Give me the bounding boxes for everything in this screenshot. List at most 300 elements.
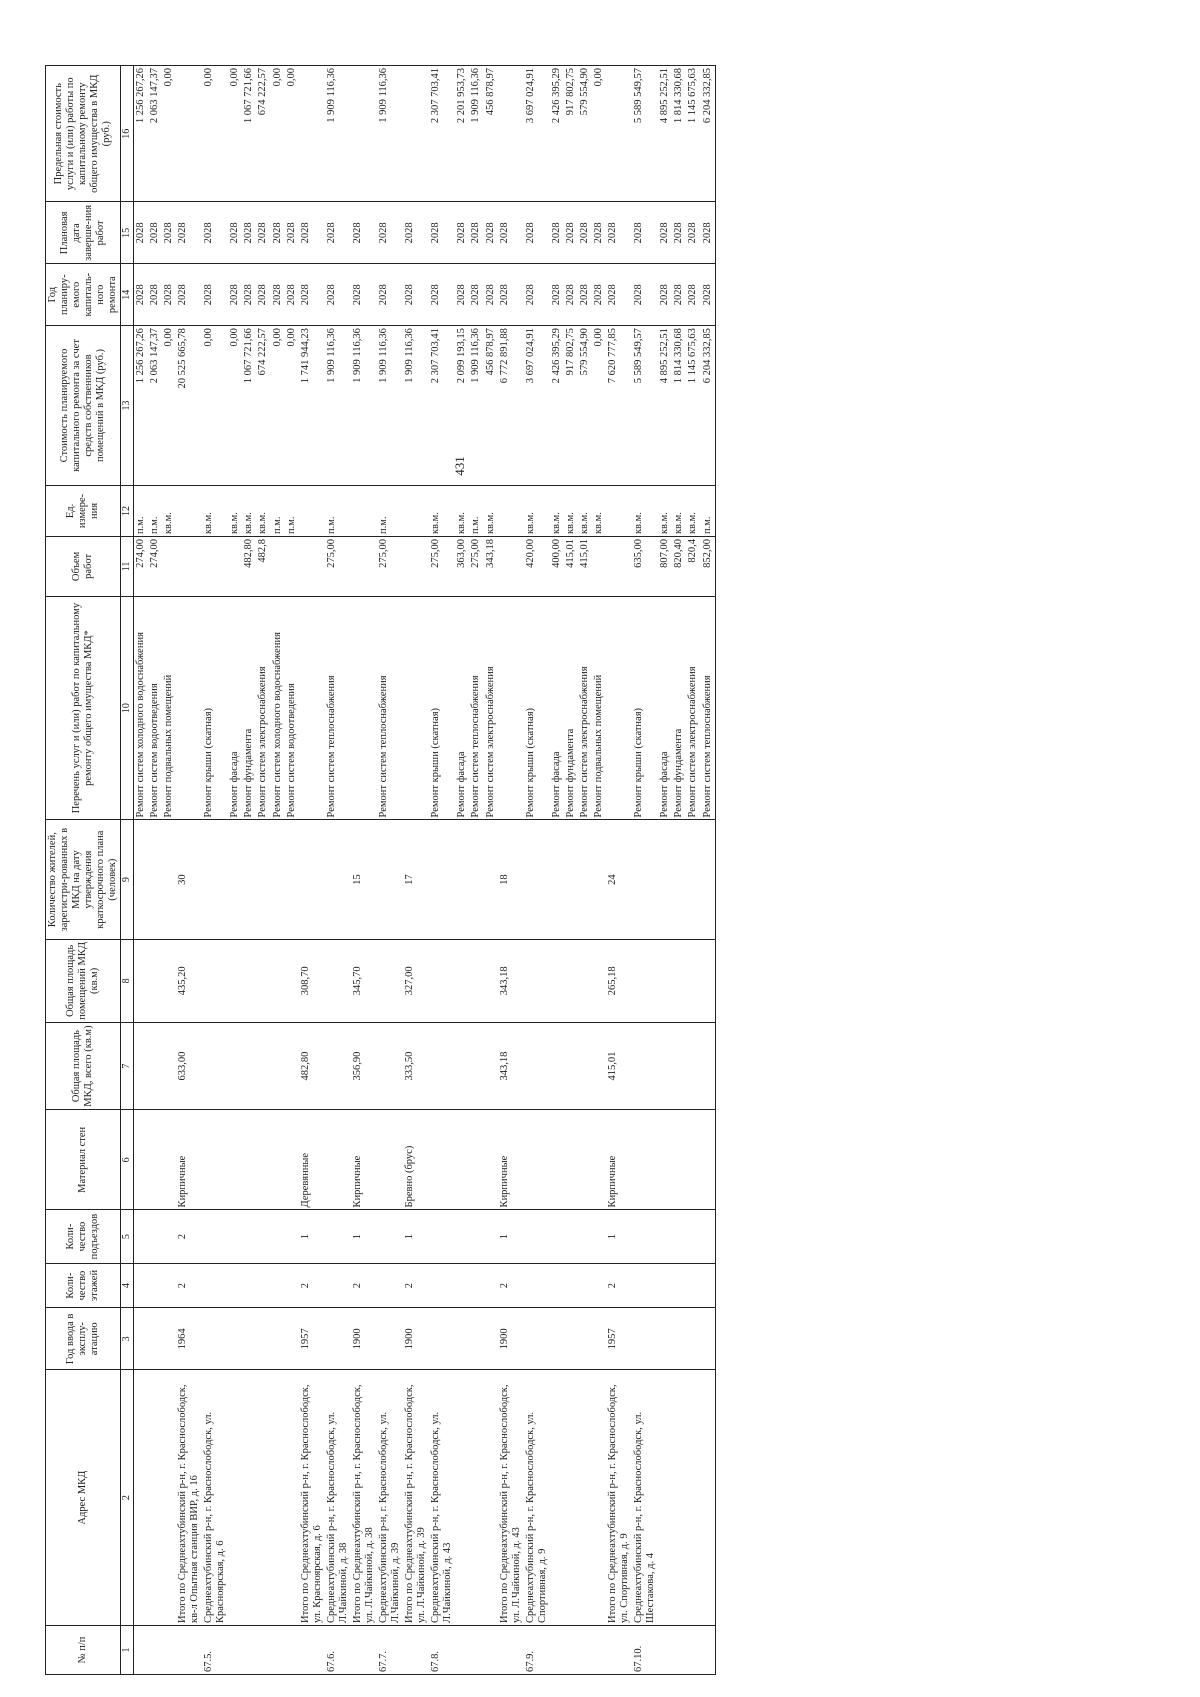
table-cell xyxy=(658,1308,672,1370)
table-cell xyxy=(271,1308,285,1370)
table-cell: 2028 xyxy=(455,202,469,264)
table-cell xyxy=(550,1625,564,1674)
table-cell: 333,50 xyxy=(403,1022,429,1109)
table-row xyxy=(429,66,455,1675)
column-number: 6 xyxy=(121,1110,134,1210)
table-cell xyxy=(228,1370,242,1626)
column-header: Общая площадь помещений МКД (кв.м) xyxy=(46,939,121,1022)
table-cell xyxy=(202,820,228,939)
table-cell xyxy=(271,1263,285,1308)
table-cell xyxy=(469,1263,483,1308)
table-cell: 6 204 332,85 xyxy=(701,66,716,202)
table-cell: 343,18 xyxy=(498,1022,524,1109)
table-cell: 275,00 xyxy=(377,537,403,597)
column-header: Перечень услуг и (или) работ по капитальному ремонту общего имущества МКД* xyxy=(46,596,121,820)
column-number: 16 xyxy=(121,66,134,202)
table-cell: 435,20 xyxy=(176,939,202,1022)
table-cell: 2028 xyxy=(606,202,632,264)
table-cell xyxy=(271,1625,285,1674)
table-cell xyxy=(672,1263,686,1308)
table-cell: 2028 xyxy=(377,202,403,264)
table-cell xyxy=(672,1210,686,1263)
table-cell xyxy=(550,1308,564,1370)
table-cell: кв.м. xyxy=(202,485,228,536)
table-cell: 2028 xyxy=(299,264,325,326)
table-cell: 275,00 xyxy=(469,537,483,597)
table-cell xyxy=(148,820,162,939)
table-cell: п.м. xyxy=(148,485,162,536)
table-cell: п.м. xyxy=(133,485,148,536)
table-cell xyxy=(299,596,325,820)
table-cell: 67.10. xyxy=(632,1625,658,1674)
table-cell xyxy=(484,1022,498,1109)
table-cell: 2028 xyxy=(578,264,592,326)
table-cell xyxy=(299,66,325,202)
table-cell xyxy=(592,1625,606,1674)
table-cell xyxy=(564,1110,578,1210)
table-cell xyxy=(672,1022,686,1109)
table-cell: Ремонт подвальных помещений xyxy=(592,596,606,820)
table-cell xyxy=(578,1625,592,1674)
table-cell: п.м. xyxy=(325,485,351,536)
table-cell xyxy=(162,537,176,597)
table-cell xyxy=(592,537,606,597)
table-cell xyxy=(592,1263,606,1308)
table-row xyxy=(148,66,162,1675)
table-cell: 1 145 675,63 xyxy=(686,66,700,202)
table-cell xyxy=(632,820,658,939)
table-cell: кв.м. xyxy=(550,485,564,536)
table-cell xyxy=(455,1625,469,1674)
table-row xyxy=(672,66,686,1675)
table-row xyxy=(564,66,578,1675)
table-cell xyxy=(632,939,658,1022)
column-header: Плановая дата заверше-ния работ xyxy=(46,202,121,264)
table-cell xyxy=(658,1022,672,1109)
table-cell: 5 589 549,57 xyxy=(632,326,658,486)
table-cell xyxy=(228,1308,242,1370)
table-cell: Итого по Среднеахтубинский р-н, г. Краснослободск, ул. Спортивная, д. 9 xyxy=(606,1370,632,1626)
table-cell xyxy=(592,1370,606,1626)
table-cell xyxy=(484,1263,498,1308)
table-cell xyxy=(403,66,429,202)
table-cell xyxy=(242,1308,256,1370)
table-cell: 2 307 703,41 xyxy=(429,326,455,486)
table-cell xyxy=(672,820,686,939)
table-cell xyxy=(148,1022,162,1109)
table-cell xyxy=(429,1110,455,1210)
table-cell xyxy=(377,939,403,1022)
table-cell: 2 063 147,37 xyxy=(148,66,162,202)
table-cell xyxy=(256,820,270,939)
table-cell xyxy=(377,1210,403,1263)
table-cell xyxy=(148,1210,162,1263)
column-header: Предельная стоимость услуги и (или) работы по капитальному ремонту общего имущества в МКД (руб.) xyxy=(46,66,121,202)
table-row xyxy=(550,66,564,1675)
table-cell xyxy=(686,1370,700,1626)
table-cell xyxy=(351,537,377,597)
table-cell: п.м. xyxy=(469,485,483,536)
table-cell: кв.м. xyxy=(672,485,686,536)
table-cell: 807,00 xyxy=(658,537,672,597)
table-cell: 2028 xyxy=(377,264,403,326)
table-cell: Итого по Среднеахтубинский р-н, г. Краснослободск, ул. Л.Чайкиной, д. 38 xyxy=(351,1370,377,1626)
table-cell xyxy=(592,1210,606,1263)
table-cell: 2028 xyxy=(429,264,455,326)
table-cell xyxy=(299,485,325,536)
table-cell: 2028 xyxy=(498,202,524,264)
page-number: 431 xyxy=(451,456,467,476)
table-cell xyxy=(592,1022,606,1109)
table-cell: 415,01 xyxy=(564,537,578,597)
column-number: 15 xyxy=(121,202,134,264)
table-cell xyxy=(455,820,469,939)
table-cell: 420,00 xyxy=(524,537,550,597)
table-cell: 1964 xyxy=(176,1308,202,1370)
table-cell xyxy=(484,1308,498,1370)
table-cell xyxy=(484,1210,498,1263)
table-cell xyxy=(564,1625,578,1674)
table-cell xyxy=(564,1370,578,1626)
table-cell: 2 xyxy=(351,1263,377,1308)
table-cell xyxy=(550,939,564,1022)
table-cell xyxy=(202,1110,228,1210)
table-cell xyxy=(469,939,483,1022)
table-cell: 2028 xyxy=(176,202,202,264)
table-cell: 579 554,90 xyxy=(578,66,592,202)
table-row xyxy=(686,66,700,1675)
table-cell xyxy=(658,939,672,1022)
table-cell xyxy=(271,1022,285,1109)
table-cell: 2028 xyxy=(202,264,228,326)
table-cell: 2028 xyxy=(564,264,578,326)
table-cell xyxy=(632,1263,658,1308)
table-cell xyxy=(228,1022,242,1109)
table-cell: 327,00 xyxy=(403,939,429,1022)
table-cell: 275,00 xyxy=(429,537,455,597)
table-row xyxy=(377,66,403,1675)
table-cell xyxy=(285,939,299,1022)
table-cell xyxy=(550,1370,564,1626)
table-cell xyxy=(524,1210,550,1263)
table-cell: 1 909 116,36 xyxy=(377,326,403,486)
table-row xyxy=(469,66,483,1675)
table-cell xyxy=(285,1263,299,1308)
column-number: 9 xyxy=(121,820,134,939)
table-cell: Кирпичные xyxy=(606,1110,632,1210)
table-cell xyxy=(325,1110,351,1210)
table-cell xyxy=(578,1263,592,1308)
table-cell xyxy=(524,1308,550,1370)
table-cell xyxy=(242,1022,256,1109)
table-cell xyxy=(606,1625,632,1674)
table-cell xyxy=(148,1370,162,1626)
table-cell: 415,01 xyxy=(606,1022,632,1109)
table-cell xyxy=(592,939,606,1022)
table-cell xyxy=(285,537,299,597)
table-cell: 18 xyxy=(498,820,524,939)
table-cell xyxy=(228,537,242,597)
table-cell xyxy=(256,1308,270,1370)
table-cell xyxy=(271,1370,285,1626)
table-cell xyxy=(564,1308,578,1370)
table-cell: Ремонт крыши (скатная) xyxy=(524,596,550,820)
column-number-row xyxy=(121,66,134,1675)
table-cell xyxy=(256,1625,270,1674)
table-cell: 1 256 267,26 xyxy=(133,66,148,202)
table-cell xyxy=(672,1370,686,1626)
table-row xyxy=(403,66,429,1675)
table-cell xyxy=(686,1308,700,1370)
table-cell xyxy=(299,537,325,597)
table-cell: Ремонт систем электроснабжения xyxy=(484,596,498,820)
column-number: 12 xyxy=(121,485,134,536)
table-cell xyxy=(133,1110,148,1210)
table-cell: 2 063 147,37 xyxy=(148,326,162,486)
table-cell xyxy=(271,1210,285,1263)
table-cell xyxy=(162,1110,176,1210)
table-cell: 2028 xyxy=(672,264,686,326)
column-number: 13 xyxy=(121,326,134,486)
table-cell: 0,00 xyxy=(228,326,242,486)
table-cell xyxy=(550,1263,564,1308)
table-cell: 2028 xyxy=(686,264,700,326)
table-cell: Ремонт подвальных помещений xyxy=(162,596,176,820)
table-cell xyxy=(228,939,242,1022)
table-cell xyxy=(403,485,429,536)
table-cell: 2028 xyxy=(484,202,498,264)
table-cell xyxy=(498,596,524,820)
table-cell xyxy=(564,1022,578,1109)
table-cell xyxy=(469,1110,483,1210)
table-row xyxy=(325,66,351,1675)
table-row xyxy=(455,66,469,1675)
table-cell: 674 222,57 xyxy=(256,66,270,202)
table-cell xyxy=(256,1263,270,1308)
table-cell xyxy=(701,1110,716,1210)
table-cell xyxy=(202,1210,228,1263)
table-row xyxy=(592,66,606,1675)
table-row xyxy=(701,66,716,1675)
table-cell: 67.8. xyxy=(429,1625,455,1674)
table-cell: Итого по Среднеахтубинский р-н, г. Краснослободск, ул. Л.Чайкиной, д. 43 xyxy=(498,1370,524,1626)
table-cell: 2 xyxy=(176,1210,202,1263)
table-cell xyxy=(701,1308,716,1370)
table-cell: 17 xyxy=(403,820,429,939)
table-cell xyxy=(256,1110,270,1210)
table-cell xyxy=(578,1210,592,1263)
table-cell: 2028 xyxy=(701,202,716,264)
table-cell: 1 909 116,36 xyxy=(469,66,483,202)
table-cell: 2028 xyxy=(455,264,469,326)
table-cell: 482,80 xyxy=(299,1022,325,1109)
table-cell xyxy=(148,1625,162,1674)
table-cell xyxy=(162,1625,176,1674)
table-cell: Ремонт систем теплоснабжения xyxy=(377,596,403,820)
table-row xyxy=(606,66,632,1675)
table-cell: 356,90 xyxy=(351,1022,377,1109)
table-row xyxy=(228,66,242,1675)
table-cell xyxy=(578,1110,592,1210)
column-header: Общая площадь МКД, всего (кв.м) xyxy=(46,1022,121,1109)
table-cell: 2 307 703,41 xyxy=(429,66,455,202)
table-cell: Среднеахтубинский р-н, г. Краснослободск, ул. Спортивная, д. 9 xyxy=(524,1370,550,1626)
table-cell xyxy=(285,1370,299,1626)
table-cell: Кирпичные xyxy=(176,1110,202,1210)
table-cell xyxy=(325,939,351,1022)
table-cell: 0,00 xyxy=(202,326,228,486)
table-cell xyxy=(429,939,455,1022)
table-cell: Ремонт систем теплоснабжения xyxy=(701,596,716,820)
table-cell: Ремонт систем холодного водоснабжения xyxy=(133,596,148,820)
table-cell: 0,00 xyxy=(271,326,285,486)
table-cell xyxy=(176,596,202,820)
table-row xyxy=(351,66,377,1675)
table-cell xyxy=(242,820,256,939)
column-header: Количество жителей, зарегистри-рованных в МКД на дату утверждения краткосрочного плана (человек) xyxy=(46,820,121,939)
table-cell: 1 909 116,36 xyxy=(403,326,429,486)
table-cell xyxy=(285,820,299,939)
table-cell xyxy=(429,1022,455,1109)
table-cell xyxy=(564,1263,578,1308)
table-row xyxy=(162,66,176,1675)
column-header: Адрес МКД xyxy=(46,1370,121,1626)
table-cell: 633,00 xyxy=(176,1022,202,1109)
table-cell xyxy=(592,820,606,939)
table-cell: Ремонт систем теплоснабжения xyxy=(469,596,483,820)
table-cell: 1 814 330,68 xyxy=(672,66,686,202)
table-cell: 2 xyxy=(176,1263,202,1308)
table-cell: 0,00 xyxy=(271,66,285,202)
table-cell: Ремонт систем электроснабжения xyxy=(686,596,700,820)
table-cell xyxy=(133,1263,148,1308)
table-cell: 2028 xyxy=(202,202,228,264)
table-cell: Ремонт фасада xyxy=(455,596,469,820)
table-cell xyxy=(162,939,176,1022)
table-cell: 2028 xyxy=(148,264,162,326)
table-cell xyxy=(484,1370,498,1626)
table-cell xyxy=(202,1022,228,1109)
table-cell: 1957 xyxy=(606,1308,632,1370)
table-cell: Ремонт систем водоотведения xyxy=(148,596,162,820)
table-cell: кв.м. xyxy=(632,485,658,536)
table-cell xyxy=(351,66,377,202)
table-cell: Итого по Среднеахтубинский р-н, г. Краснослободск, ул. Красноярская, д. 6 xyxy=(299,1370,325,1626)
table-cell xyxy=(271,820,285,939)
table-cell: 2 xyxy=(498,1263,524,1308)
table-cell: кв.м. xyxy=(578,485,592,536)
table-cell: 635,00 xyxy=(632,537,658,597)
table-cell: 2028 xyxy=(592,264,606,326)
table-cell: кв.м. xyxy=(592,485,606,536)
table-cell xyxy=(285,1022,299,1109)
table-cell: 1 909 116,36 xyxy=(377,66,403,202)
table-cell: 15 xyxy=(351,820,377,939)
table-cell xyxy=(658,1370,672,1626)
table-cell xyxy=(377,1308,403,1370)
table-cell xyxy=(550,1022,564,1109)
table-cell xyxy=(469,820,483,939)
table-cell: п.м. xyxy=(285,485,299,536)
column-number: 5 xyxy=(121,1210,134,1263)
table-cell xyxy=(658,1210,672,1263)
table-cell: кв.м. xyxy=(455,485,469,536)
table-cell: 275,00 xyxy=(325,537,351,597)
table-cell xyxy=(672,1308,686,1370)
table-cell xyxy=(455,939,469,1022)
table-cell xyxy=(592,1110,606,1210)
table-cell xyxy=(701,1022,716,1109)
table-cell: 2028 xyxy=(658,264,672,326)
table-row xyxy=(632,66,658,1675)
table-cell: 674 222,57 xyxy=(256,326,270,486)
table-cell xyxy=(133,1370,148,1626)
table-cell: 0,00 xyxy=(202,66,228,202)
table-cell: 0,00 xyxy=(285,326,299,486)
table-cell xyxy=(162,1263,176,1308)
table-cell: 917 802,75 xyxy=(564,66,578,202)
table-cell: 2028 xyxy=(256,202,270,264)
table-cell: 2028 xyxy=(564,202,578,264)
column-header: Объем работ xyxy=(46,537,121,597)
table-cell xyxy=(469,1210,483,1263)
table-cell: Кирпичные xyxy=(498,1110,524,1210)
table-cell xyxy=(578,939,592,1022)
table-cell xyxy=(564,820,578,939)
table-cell: 30 xyxy=(176,820,202,939)
table-cell: п.м. xyxy=(701,485,716,536)
table-cell xyxy=(351,1625,377,1674)
table-cell: 3 697 024,91 xyxy=(524,326,550,486)
table-cell xyxy=(176,1625,202,1674)
table-cell xyxy=(686,820,700,939)
table-cell xyxy=(285,1625,299,1674)
table-cell xyxy=(351,596,377,820)
table-cell: 67.7. xyxy=(377,1625,403,1674)
table-cell: 5 589 549,57 xyxy=(632,66,658,202)
table-cell xyxy=(176,537,202,597)
table-cell xyxy=(377,1110,403,1210)
table-row xyxy=(498,66,524,1675)
table-cell xyxy=(524,1022,550,1109)
table-cell xyxy=(256,1022,270,1109)
table-cell xyxy=(455,1370,469,1626)
table-cell xyxy=(429,1263,455,1308)
table-cell xyxy=(299,1625,325,1674)
table-cell: 265,18 xyxy=(606,939,632,1022)
table-cell: 2028 xyxy=(285,202,299,264)
table-cell xyxy=(403,1625,429,1674)
table-row xyxy=(176,66,202,1675)
table-cell xyxy=(484,820,498,939)
column-number: 14 xyxy=(121,264,134,326)
table-cell: п.м. xyxy=(377,485,403,536)
table-cell: 1900 xyxy=(403,1308,429,1370)
table-cell xyxy=(271,939,285,1022)
table-cell: 2028 xyxy=(351,202,377,264)
table-cell: 1 xyxy=(403,1210,429,1263)
table-cell: кв.м. xyxy=(564,485,578,536)
table-cell xyxy=(701,939,716,1022)
table-cell: 1 xyxy=(299,1210,325,1263)
column-number: 8 xyxy=(121,939,134,1022)
table-cell xyxy=(133,1308,148,1370)
table-cell: 2028 xyxy=(271,264,285,326)
table-cell xyxy=(524,1263,550,1308)
table-cell: 2028 xyxy=(498,264,524,326)
table-cell: 1 xyxy=(606,1210,632,1263)
table-cell xyxy=(325,1308,351,1370)
